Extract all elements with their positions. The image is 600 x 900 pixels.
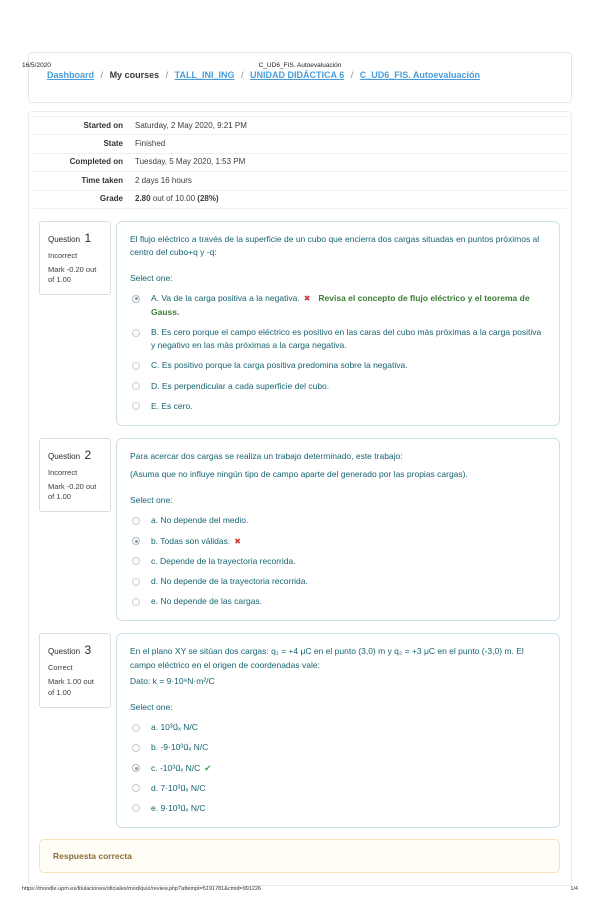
question-block-1 — [39, 221, 560, 426]
attempt-summary-table — [33, 116, 567, 209]
question-block-2 — [39, 438, 560, 622]
breadcrumb — [47, 70, 553, 80]
question-word: Question — [48, 647, 81, 657]
answer-option — [130, 802, 546, 815]
radio-unselected[interactable] — [132, 362, 140, 370]
question-info-2 — [39, 438, 111, 512]
option-label[interactable]: e. 9·10³u⃗ₓ N/C — [151, 802, 206, 813]
option-label[interactable]: D. Es perpendicular a cada superficie del cubo. — [151, 380, 330, 391]
table-row — [33, 135, 567, 153]
page-indicator: 1/4 — [570, 886, 578, 892]
answer-option — [130, 575, 546, 588]
grade-percent: (28%) — [197, 194, 219, 204]
summary-label: Started on — [33, 117, 129, 135]
question-state: Incorrect — [48, 250, 78, 260]
answer-option — [130, 326, 546, 352]
option-label[interactable]: e. No depende de las cargas. — [151, 596, 263, 607]
option-feedback: Revisa el concepto de flujo eléctrico y el teorema de Gauss. — [151, 293, 530, 317]
radio-unselected[interactable] — [132, 744, 140, 752]
summary-value: Finished — [129, 135, 567, 153]
breadcrumb-link-course[interactable]: TALL_INI_ING — [174, 70, 235, 80]
question-block-3 — [39, 633, 560, 828]
breadcrumb-item-my-courses: My courses — [109, 70, 160, 80]
answer-option — [130, 595, 546, 608]
summary-value: Saturday, 2 May 2020, 9:21 PM — [129, 117, 567, 135]
answer-option — [130, 782, 546, 795]
option-label[interactable]: d. 7·10³u⃗ₓ N/C — [151, 782, 206, 793]
option-label[interactable]: d. No depende de la trayectoria recorrida. — [151, 576, 308, 587]
answer-option — [130, 292, 546, 319]
question-state: Incorrect — [48, 467, 78, 477]
incorrect-icon: ✖ — [234, 536, 241, 546]
answer-option — [130, 535, 546, 548]
grade-value — [129, 190, 567, 208]
question-word: Question — [48, 234, 81, 244]
select-one-prompt: Select one: — [130, 495, 173, 506]
question-word: Question — [48, 451, 81, 461]
quiz-review-page — [0, 52, 600, 900]
option-label[interactable]: c. -10³u⃗ₓ N/C ✔ — [151, 762, 212, 773]
answer-option — [130, 741, 546, 754]
option-label[interactable]: b. -9·10³u⃗ₓ N/C — [151, 742, 209, 753]
question-state: Correct — [48, 663, 73, 673]
breadcrumb-container — [28, 52, 572, 103]
question-text: En el plano XY se sitúan dos cargas: q₁ = +4 μC en el punto (3,0) m y q₂ = +3 μC en el punto (-3,0) m. El campo eléctrico en el origen de coordenadas vale: — [130, 646, 524, 670]
option-label[interactable]: B. Es cero porque el campo eléctrico es positivo en las caras del cubo más próximas a la carga positiva y negativo en las más próximas a la carga negativa. — [151, 327, 542, 351]
select-one-prompt: Select one: — [130, 702, 173, 712]
grade-score: 2.80 — [135, 194, 151, 204]
question-mark: Mark -0.20 out of 1.00 — [48, 481, 97, 502]
question-info-3 — [39, 633, 111, 707]
summary-value: Tuesday, 5 May 2020, 1:53 PM — [129, 153, 567, 171]
radio-unselected[interactable] — [132, 598, 140, 606]
radio-unselected[interactable] — [132, 517, 140, 525]
question-text: El flujo eléctrico a través de la superficie de un cubo que encierra dos cargas situadas en puntos próximos al centro del cubo+q y -q: — [130, 233, 540, 258]
summary-value: 2 days 16 hours — [129, 172, 567, 190]
breadcrumb-link-quiz[interactable]: C_UD6_FIS. Autoevaluación — [359, 70, 480, 80]
print-url: https://moodle.upm.es/titulaciones/oficiales/mod/quiz/review.php?attempt=5191781&cmid=991226 — [22, 886, 262, 892]
summary-label: Grade — [33, 190, 129, 208]
table-row — [33, 153, 567, 171]
select-one-prompt: Select one: — [130, 273, 173, 284]
answer-option — [130, 514, 546, 527]
answer-option — [130, 380, 546, 393]
question-mark: Mark 1.00 out of 1.00 — [48, 677, 94, 697]
breadcrumb-separator: / — [100, 70, 104, 80]
answer-option — [130, 721, 546, 734]
feedback-text: Respuesta correcta — [53, 851, 132, 862]
summary-label: State — [33, 135, 129, 153]
option-label[interactable]: C. Es positivo porque la carga positiva predomina sobre la negativa. — [151, 360, 408, 371]
question-text-note: (Asuma que no influye ningún tipo de campo aparte del generado por las propias cargas). — [130, 469, 468, 480]
radio-unselected[interactable] — [132, 557, 140, 565]
question-info-1 — [39, 221, 111, 295]
radio-unselected[interactable] — [132, 804, 140, 812]
breadcrumb-link-section[interactable]: UNIDAD DIDÁCTICA 6 — [250, 70, 345, 80]
table-row — [33, 190, 567, 208]
option-label[interactable]: a. 10³u⃗ₓ N/C — [151, 722, 198, 733]
summary-label: Completed on — [33, 153, 129, 171]
print-date: 16/5/2020 — [22, 62, 51, 69]
radio-selected[interactable] — [132, 537, 140, 545]
question-mark: Mark -0.20 out of 1.00 — [48, 264, 97, 285]
answer-option — [130, 400, 546, 413]
radio-unselected[interactable] — [132, 382, 140, 390]
table-row — [33, 172, 567, 190]
radio-unselected[interactable] — [132, 329, 140, 337]
quiz-attempt-summary-and-questions — [28, 111, 572, 886]
option-label[interactable]: a. No depende del medio. — [151, 515, 249, 526]
question-content-2 — [116, 438, 560, 622]
radio-unselected[interactable] — [132, 724, 140, 732]
correct-answer-feedback-box — [39, 839, 560, 873]
summary-label: Time taken — [33, 172, 129, 190]
incorrect-icon: ✖ — [303, 294, 311, 304]
breadcrumb-separator: / — [350, 70, 354, 80]
question-content-1 — [116, 221, 560, 426]
breadcrumb-separator: / — [241, 70, 244, 80]
question-data-line: Dato: k = 9·10⁹N·m²/C — [130, 675, 215, 686]
option-label[interactable]: b. Todas son válidas. ✖ — [151, 535, 241, 546]
radio-unselected[interactable] — [132, 784, 140, 792]
correct-icon: ✔ — [204, 762, 212, 773]
question-number: 1 — [84, 230, 92, 245]
radio-unselected[interactable] — [132, 578, 140, 586]
answer-option — [130, 359, 546, 372]
question-text: Para acercar dos cargas se realiza un trabajo determinado, este trabajo: — [130, 450, 403, 461]
answer-option — [130, 762, 546, 775]
question-number: 2 — [84, 447, 92, 462]
option-label[interactable]: E. Es cero. — [151, 400, 193, 411]
answer-option — [130, 555, 546, 568]
option-label[interactable]: c. Depende de la trayectoria recorrida. — [151, 555, 296, 566]
radio-selected[interactable] — [132, 764, 140, 772]
question-number: 3 — [84, 643, 92, 658]
table-row — [33, 117, 567, 135]
option-label[interactable]: A. Va de la carga positiva a la negativa. ✖ Revisa el concepto de flujo eléctrico y el teorema de Gauss. — [151, 293, 530, 317]
print-title: C_UD6_FIS. Autoevaluación — [258, 62, 342, 69]
breadcrumb-link-dashboard[interactable]: Dashboard — [47, 70, 95, 80]
radio-unselected[interactable] — [132, 402, 140, 410]
breadcrumb-separator: / — [165, 70, 169, 80]
question-content-3 — [116, 633, 560, 828]
radio-selected[interactable] — [132, 295, 140, 303]
grade-out-of: out of 10.00 — [150, 194, 198, 204]
